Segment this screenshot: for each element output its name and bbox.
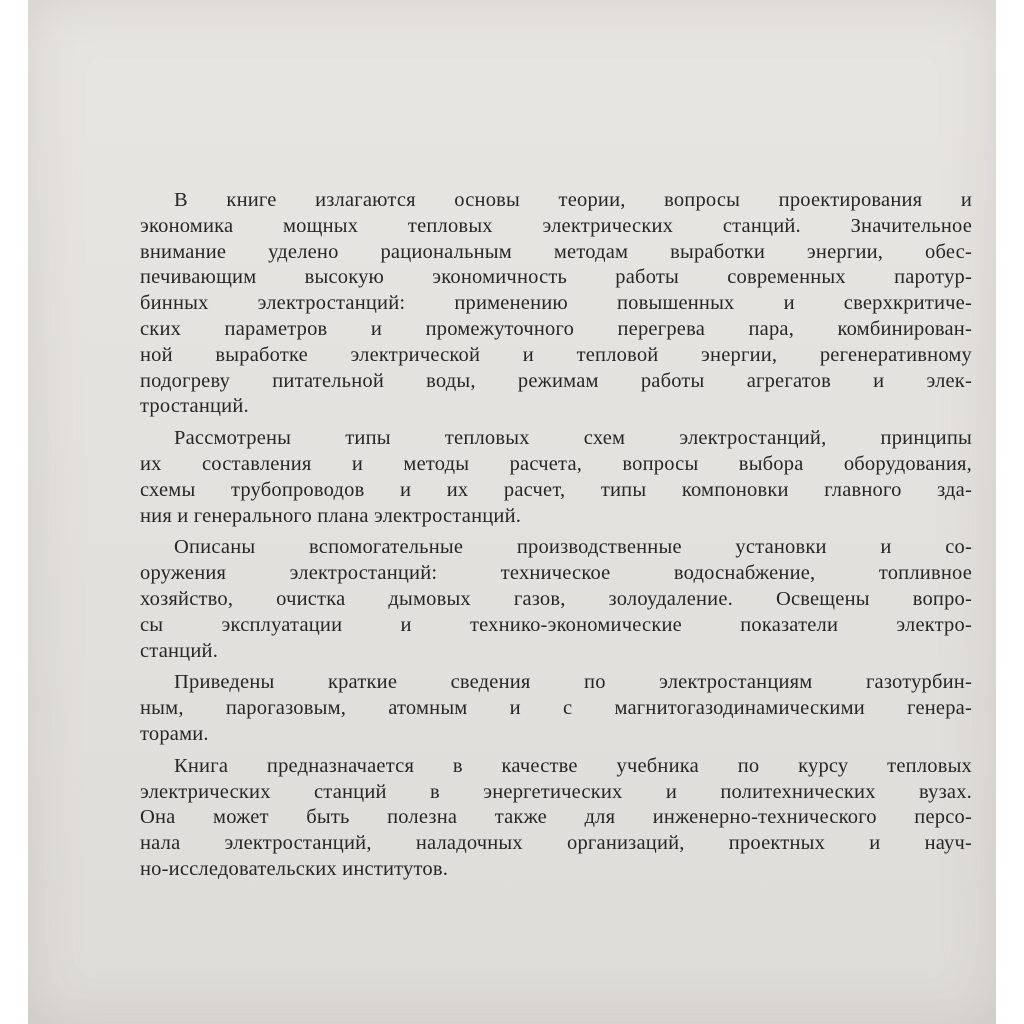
text-line: электрических станций в энергетических и политехнических вузах. — [140, 780, 972, 803]
text-line: Книга предназначается в качестве учебника по курсу тепловых — [174, 754, 972, 777]
text-line: оружения электростанций: техническое водоснабжение, топливное — [140, 562, 972, 585]
paragraph-1 — [140, 188, 972, 420]
text-line: хозяйство, очистка дымовых газов, золоудаление. Освещены вопро- — [140, 587, 972, 610]
text-line: внимание уделено рациональным методам выработки энергии, обес- — [140, 240, 972, 263]
paragraph-2 — [140, 426, 972, 529]
text-line: станций. — [140, 639, 219, 662]
paragraph-4 — [140, 670, 972, 747]
text-line: ских параметров и промежуточного перегрева пара, комбинирован- — [140, 317, 972, 340]
text-line: нала электростанций, наладочных организаций, проектных и науч- — [140, 832, 972, 855]
text-line: Она может быть полезна также для инженерно-технического персо- — [140, 806, 972, 829]
text-line: ной выработке электрической и тепловой энергии, регенеративному — [140, 343, 972, 366]
text-line: бинных электростанций: применению повышенных и сверхкритиче- — [140, 292, 972, 315]
text-line: тростанций. — [140, 395, 249, 418]
paragraph-3 — [140, 535, 972, 664]
text-line: печивающим высокую экономичность работы современных паротур- — [140, 266, 972, 289]
text-line: сы эксплуатации и технико-экономические показатели электро- — [140, 613, 972, 636]
text-line: торами. — [140, 722, 209, 745]
book-page — [28, 0, 996, 1024]
text-line: В книге излагаются основы теории, вопросы проектирования и — [174, 189, 972, 211]
text-line: ния и генерального плана электростанций. — [140, 504, 522, 527]
text-line: схемы трубопроводов и их расчет, типы компоновки главного зда- — [140, 478, 972, 501]
text-line: Приведены краткие сведения по электростанциям газотурбин- — [174, 671, 972, 694]
text-line: Описаны вспомогательные производственные установки и со- — [174, 536, 972, 559]
text-line: Рассмотрены типы тепловых схем электростанций, принципы — [174, 427, 972, 450]
text-line: их составления и методы расчета, вопросы выбора оборудования, — [140, 452, 972, 475]
annotation-text — [140, 188, 972, 889]
paragraph-5 — [140, 754, 972, 883]
text-line: подогреву питательной воды, режимам работы агрегатов и элек- — [140, 369, 972, 392]
text-line: ным, парогазовым, атомным и с магнитогазодинамическими генера- — [140, 697, 972, 720]
text-line: экономика мощных тепловых электрических станций. Значительное — [140, 214, 972, 237]
text-line: но-исследовательских институтов. — [140, 857, 449, 880]
